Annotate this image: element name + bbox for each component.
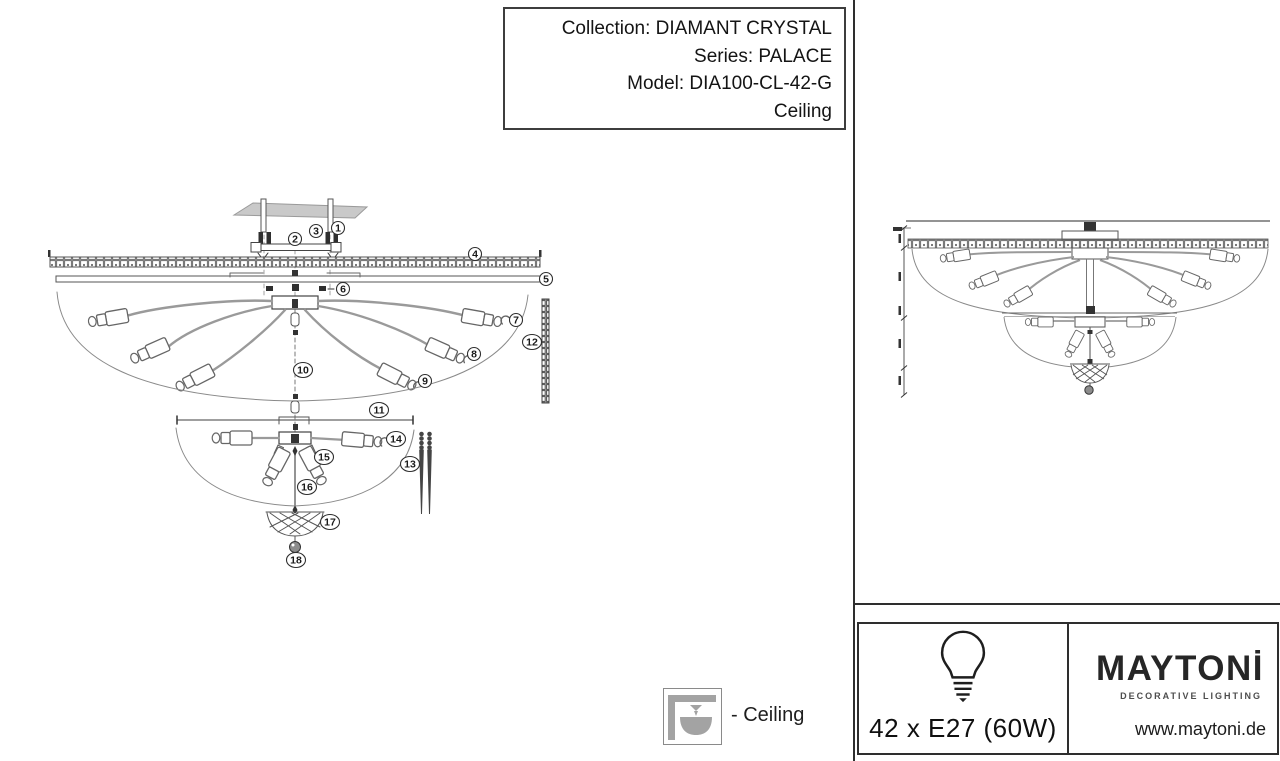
svg-text:13: 13 bbox=[404, 458, 416, 471]
part-label-18 bbox=[287, 553, 306, 568]
part-label-4 bbox=[469, 248, 482, 261]
footer-box bbox=[857, 622, 1279, 755]
part-label-9 bbox=[419, 375, 432, 388]
part-label-6 bbox=[337, 283, 350, 296]
title-series: Series: PALACE bbox=[694, 45, 832, 67]
part-label-8 bbox=[468, 348, 481, 361]
svg-text:17: 17 bbox=[324, 516, 336, 529]
part-label-2 bbox=[289, 233, 302, 246]
svg-text:18: 18 bbox=[290, 554, 302, 567]
ceiling-glyph bbox=[664, 689, 720, 743]
thin-ring bbox=[56, 270, 540, 282]
assembled-view bbox=[893, 221, 1270, 398]
hub-tier1 bbox=[272, 296, 318, 309]
svg-text:16: 16 bbox=[301, 481, 313, 494]
svg-text:11: 11 bbox=[373, 404, 385, 417]
ball-finial bbox=[290, 536, 301, 553]
maytoni-logo: MAYTONİ bbox=[1095, 649, 1264, 688]
title-collection: Collection: DIAMANT CRYSTAL bbox=[561, 18, 832, 39]
hub-tier2 bbox=[279, 432, 311, 444]
part-label-14 bbox=[387, 432, 406, 447]
basket bbox=[266, 512, 324, 536]
part-label-13 bbox=[401, 457, 420, 472]
part-label-11 bbox=[370, 403, 389, 418]
icicle-crystals bbox=[420, 432, 432, 514]
legend-label: - Ceiling bbox=[731, 704, 805, 726]
part-label-5 bbox=[540, 273, 553, 286]
svg-text:10: 10 bbox=[297, 364, 309, 377]
svg-text:12: 12 bbox=[526, 336, 538, 349]
part-label-7 bbox=[510, 314, 523, 327]
part-label-1 bbox=[332, 222, 345, 235]
ceiling-plate bbox=[234, 203, 367, 218]
brand-website: www.maytoni.de bbox=[1134, 719, 1266, 739]
brand-tagline: DECORATIVE LIGHTING bbox=[1120, 691, 1262, 701]
bead-strip bbox=[542, 299, 549, 403]
title-mount: Ceiling bbox=[773, 100, 832, 122]
svg-text:5: 5 bbox=[543, 273, 549, 286]
svg-text:4: 4 bbox=[472, 248, 478, 261]
svg-text:15: 15 bbox=[318, 451, 330, 464]
ceiling-mount-icon bbox=[663, 688, 722, 745]
svg-text:1: 1 bbox=[335, 222, 341, 235]
svg-text:9: 9 bbox=[422, 375, 428, 388]
svg-text:14: 14 bbox=[390, 433, 402, 446]
svg-text:6: 6 bbox=[340, 283, 346, 296]
part-label-12 bbox=[523, 335, 542, 350]
part-label-16 bbox=[298, 480, 317, 495]
screw-row bbox=[266, 284, 334, 291]
arms-tier1 bbox=[126, 301, 466, 371]
title-model: Model: DIA100-CL-42-G bbox=[627, 73, 832, 94]
part-labels bbox=[287, 222, 553, 568]
svg-text:2: 2 bbox=[292, 233, 298, 246]
bulb-icon bbox=[934, 628, 992, 704]
svg-text:3: 3 bbox=[313, 225, 319, 238]
brand-cell bbox=[1069, 624, 1277, 753]
part-label-3 bbox=[310, 225, 323, 238]
part-label-15 bbox=[315, 450, 334, 465]
lamp-spec-cell bbox=[859, 624, 1069, 753]
lamp-spec: 42 x E27 (60W) bbox=[869, 713, 1057, 743]
part-label-17 bbox=[321, 515, 340, 530]
dimension-line bbox=[893, 226, 911, 398]
part-label-10 bbox=[294, 363, 313, 378]
svg-text:7: 7 bbox=[513, 314, 519, 327]
svg-text:8: 8 bbox=[471, 348, 477, 361]
rod bbox=[293, 446, 298, 515]
